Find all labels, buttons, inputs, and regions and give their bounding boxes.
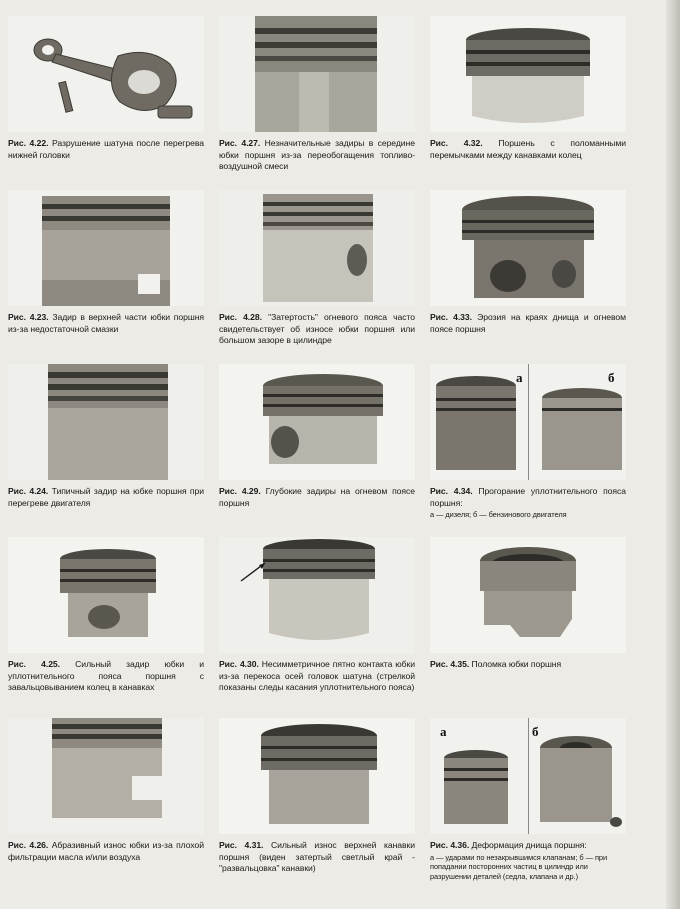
fig-number: Рис. 4.31. (219, 840, 264, 850)
figure-4-26 (8, 718, 204, 863)
caption (219, 486, 415, 509)
divider (528, 718, 529, 834)
photo-piston (219, 190, 415, 306)
figure-4-25 (8, 537, 204, 694)
photo-piston (8, 364, 204, 480)
fig-number: Рис. 4.24. (8, 486, 49, 496)
photo-connecting-rod (8, 16, 204, 132)
fig-text: Типичный задир на юбке поршня при перегреве двигателя (8, 486, 205, 508)
photo-piston (430, 16, 626, 132)
caption (8, 659, 204, 694)
caption (219, 312, 415, 347)
photo-piston (430, 190, 626, 306)
caption (219, 138, 415, 173)
photo-two-pistons (430, 364, 626, 480)
photo-piston (219, 364, 415, 480)
caption (430, 840, 626, 881)
fig-text: Сильный износ верхней канавки поршня (виден затертый светлый край - "развальцовка" канавки) (219, 840, 415, 874)
fig-text: Деформация днища поршня: (471, 840, 587, 850)
fig-subtext: а — дизеля; б — бензинового двигателя (430, 510, 567, 520)
fig-number: Рис. 4.28. (219, 312, 262, 322)
photo-piston (8, 190, 204, 306)
label-b: б (532, 724, 539, 739)
divider (528, 364, 529, 480)
fig-number: Рис. 4.35. (430, 659, 470, 669)
photo-piston (430, 537, 626, 653)
figure-4-24 (8, 364, 204, 509)
figure-4-34 (430, 364, 626, 520)
figure-4-27 (219, 16, 415, 173)
label-b: б (608, 370, 615, 385)
fig-number: Рис. 4.29. (219, 486, 261, 496)
figure-4-30 (219, 537, 415, 694)
caption (8, 486, 204, 509)
caption (219, 840, 415, 875)
fig-text: Поршень с поломанными перемычками между канавками колец (430, 138, 627, 160)
caption (430, 312, 626, 335)
figure-4-35 (430, 537, 626, 671)
fig-number: Рис. 4.30. (219, 659, 259, 669)
fig-number: Рис. 4.27. (219, 138, 261, 148)
fig-text: Поломка юбки поршня (471, 659, 562, 669)
photo-piston (219, 718, 415, 834)
fig-subtext: а — ударами по незакрывшимся клапанам; б — при попадании посторонних частиц в цилиндр или разрушении деталей (седла, клапана и др.) (430, 852, 608, 881)
label-a: а (440, 724, 447, 739)
fig-number: Рис. 4.34. (430, 486, 473, 496)
fig-number: Рис. 4.22. (8, 138, 49, 148)
fig-text: Разрушение шатуна после перегрева нижней головки (8, 138, 204, 160)
fig-text: Несимметричное пятно контакта юбки из-за перекоса осей головок шатуна (стрелкой показаны следы касания уплотнительного пояса) (219, 659, 415, 693)
figure-4-29 (219, 364, 415, 509)
label-a: а (516, 370, 523, 385)
fig-number: Рис. 4.23. (8, 312, 49, 322)
caption (430, 486, 626, 520)
photo-piston (8, 537, 204, 653)
fig-text: Сильный задир юбки и уплотнительного пояса поршня с завальцовыванием колец в канавках (8, 659, 205, 693)
photo-piston (219, 537, 415, 653)
fig-number: Рис. 4.25. (8, 659, 60, 669)
caption (219, 659, 415, 694)
fig-number: Рис. 4.32. (430, 138, 483, 148)
figure-4-23 (8, 190, 204, 335)
figure-4-32 (430, 16, 626, 161)
page-edge (666, 0, 680, 909)
fig-number: Рис. 4.36. (430, 840, 470, 850)
fig-text: Задир в верхней части юбки поршня из-за недостаточной смазки (8, 312, 204, 334)
caption (430, 659, 626, 671)
photo-piston (219, 16, 415, 132)
fig-text: Абразивный износ юбки из-за плохой фильтрации масла и/или воздуха (8, 840, 205, 862)
figure-4-31 (219, 718, 415, 875)
figure-4-28 (219, 190, 415, 347)
fig-text: "Затертость" огневого пояса часто свидетельствует об износе юбки поршня или большом зазоре в цилиндре (219, 312, 416, 346)
fig-text: Незначительные задиры в середине юбки поршня из-за переобогащения топливо-воздушной смеси (219, 138, 415, 172)
fig-text: Глубокие задиры на огневом поясе поршня (219, 486, 415, 508)
figure-4-22 (8, 16, 204, 161)
caption (8, 840, 204, 863)
photo-two-pistons (430, 718, 626, 834)
fig-number: Рис. 4.26. (8, 840, 49, 850)
photo-piston (8, 718, 204, 834)
fig-text: Прогорание уплотнительного пояса поршня: (430, 486, 626, 508)
caption (430, 138, 626, 161)
figure-4-36 (430, 718, 626, 881)
fig-text: Эрозия на краях днища и огневом поясе поршня (430, 312, 627, 334)
figure-4-33 (430, 190, 626, 335)
fig-number: Рис. 4.33. (430, 312, 472, 322)
caption (8, 312, 204, 335)
caption (8, 138, 204, 161)
